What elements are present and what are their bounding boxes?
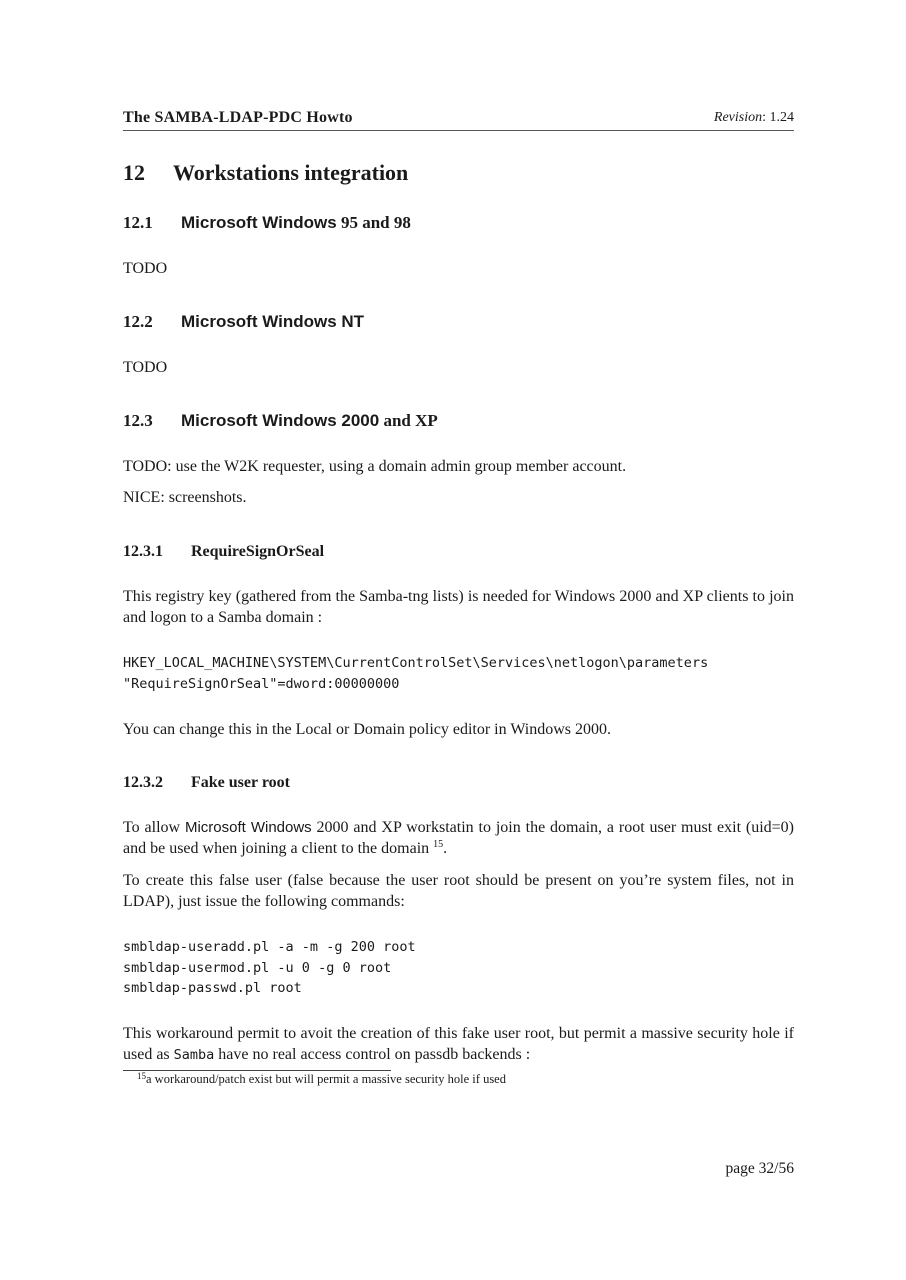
paragraph: TODO [123,359,168,376]
code-block-commands [123,937,416,999]
footnote-divider [123,1070,391,1071]
subsubsection-title: Fake user root [191,774,290,791]
code-line: "RequireSignOrSeal"=dword:00000000 [123,675,400,692]
paragraph [123,1023,794,1066]
paragraph: This registry key (gathered from the Samba-tng lists) is needed for Windows 2000 and XP clients to join and logon to a Samba domain : [123,588,794,626]
code-line: HKEY_LOCAL_MACHINE\SYSTEM\CurrentControlSet\Services\netlogon\parameters [123,655,709,671]
paragraph [123,817,794,859]
section-title: Workstations integration [173,160,409,185]
code-block-registry [123,653,708,694]
code-line: smbldap-passwd.pl root [123,980,302,996]
subsection-heading-12-3 [123,411,438,431]
inline-code: Samba [173,1047,215,1063]
paragraph: TODO [123,260,168,277]
subsection-title-sans: Microsoft Windows [181,213,337,232]
subsubsection-number: 12.3.2 [123,774,163,791]
paragraph: To create this false user (false because the user root should be present on you’re system files, not in LDAP), just issue the following commands: [123,872,794,910]
revision-info [714,110,794,126]
paragraph: TODO: use the W2K requester, using a domain admin group member account. [123,458,627,475]
subsubsection-heading-12-3-2 [123,774,290,792]
page-number: page 32/56 [725,1160,794,1177]
subsection-heading-12-2 [123,312,364,332]
code-line: smbldap-usermod.pl -u 0 -g 0 root [123,959,392,976]
revision-value: : 1.24 [762,110,794,125]
subsection-title-sans: Microsoft Windows NT [181,312,365,331]
paragraph: NICE: screenshots. [123,489,247,506]
subsubsection-heading-12-3-1 [123,543,324,561]
text: have no real access control on passdb backends : [214,1046,531,1063]
subsection-number: 12.3 [123,411,153,430]
footnote-number: 15 [137,1071,146,1081]
text: This workaround permit to avoit the creation of this fake user root, but permit a massive security hole if used as [123,1025,794,1063]
section-heading [123,160,408,186]
code-line: smbldap-useradd.pl -a -m -g 200 root [123,939,416,955]
text: . [443,840,448,857]
document-title: The SAMBA-LDAP-PDC Howto [123,109,353,126]
subsection-title-rest: and XP [379,411,438,430]
text: To allow [123,819,185,836]
paragraph: You can change this in the Local or Domain policy editor in Windows 2000. [123,721,612,738]
subsubsection-title: RequireSignOrSeal [191,543,325,560]
subsection-title-rest: 95 and 98 [336,213,411,232]
section-number: 12 [123,160,145,185]
subsection-number: 12.2 [123,312,153,331]
subsection-heading-12-1 [123,213,411,233]
subsection-number: 12.1 [123,213,153,232]
subsubsection-number: 12.3.1 [123,543,163,560]
footnote-mark[interactable]: 15 [433,839,444,850]
footnote-text: a workaround/patch exist but will permit a massive security hole if used [146,1072,506,1086]
subsection-title-sans: Microsoft Windows 2000 [181,411,380,430]
revision-label: Revision [713,110,763,125]
text: 2000 and XP workstatin to join the domain, a root user must exit (uid=0) and be used when joining a client to the domain [123,819,795,857]
document-page [123,0,794,1280]
footnote [137,1072,506,1087]
product-name: Microsoft Windows [184,819,312,836]
running-header [123,108,794,131]
